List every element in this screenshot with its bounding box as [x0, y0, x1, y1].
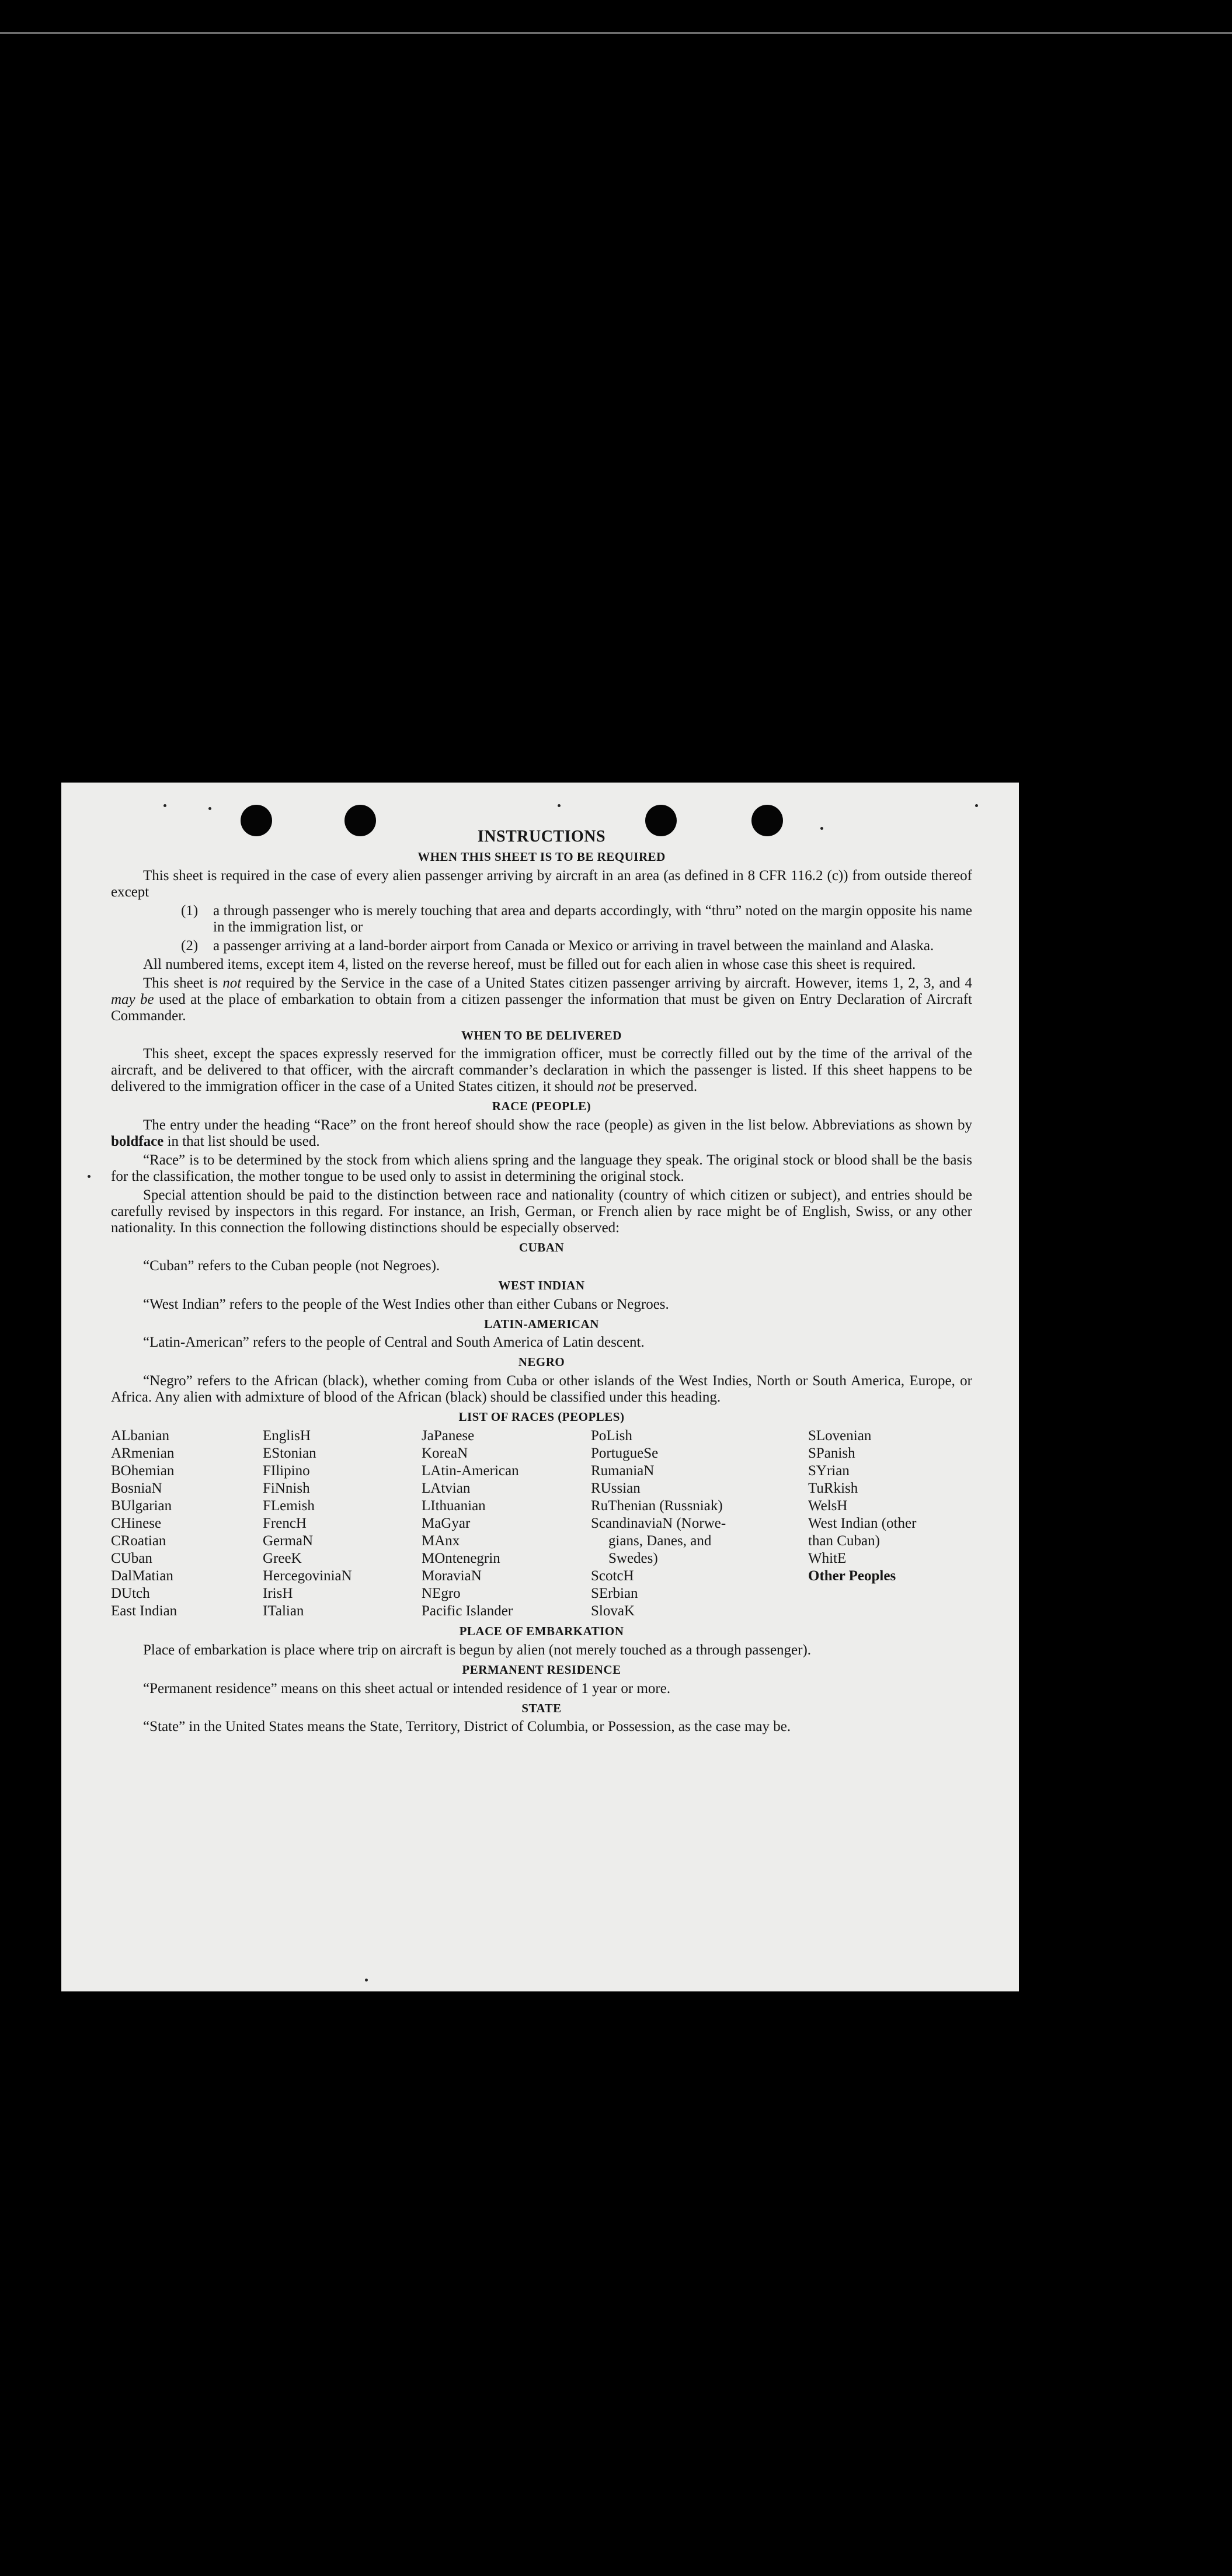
race-entry: MAnx — [422, 1533, 460, 1549]
race-entry: ITalian — [263, 1603, 304, 1619]
race-entry: GreeK — [263, 1551, 302, 1567]
race-text: in that list should be used. — [163, 1133, 320, 1149]
race-entry: MaGyar — [422, 1515, 471, 1532]
race-entry: SLovenian — [808, 1428, 872, 1444]
section-heading-latin-american: LATIN-AMERICAN — [484, 1316, 599, 1331]
race-entry: FLemish — [263, 1498, 315, 1514]
negro-definition: “Negro” refers to the African (black), whether coming from Cuba or other islands of the West Indies, North or South America, Europe, or Africa. Any alien with admixture of blood of the African (black) should be classified under this heading. — [111, 1372, 972, 1405]
race-entry: JaPanese — [422, 1428, 475, 1444]
boldface-word: boldface — [111, 1133, 164, 1149]
section-heading-cuban: CUBAN — [518, 1240, 565, 1254]
races-column — [263, 1427, 422, 1620]
not-required-text: used at the place of embarkation to obtain from a citizen passenger the information that must be given on Entry Declaration of Aircraft Commander. — [111, 991, 973, 1024]
race-entry: WelsH — [808, 1498, 848, 1514]
section-heading-required: WHEN THIS SHEET IS TO BE REQUIRED — [417, 850, 666, 864]
race-text: The entry under the heading “Race” on the front hereof should show the race (people) as given in the list below. Abbreviations as shown by — [143, 1117, 972, 1133]
race-entry: than Cuban) — [808, 1533, 880, 1549]
race-entry: PoLish — [591, 1428, 632, 1444]
race-entry: BOhemian — [111, 1463, 175, 1479]
race-entry: SErbian — [591, 1586, 638, 1602]
scan-speck — [163, 804, 166, 807]
race-entry: EnglisH — [263, 1428, 311, 1444]
exception-number: (2) — [181, 937, 199, 954]
race-entry: RumaniaN — [591, 1463, 655, 1479]
section-heading-negro: NEGRO — [518, 1355, 565, 1369]
numbered-items-paragraph: All numbered items, except item 4, listed on the reverse hereof, must be filled out for each alien in whose case this sheet is required. — [143, 956, 916, 972]
race-entry: IrisH — [263, 1586, 293, 1602]
section-heading-races-list: LIST OF RACES (PEOPLES) — [458, 1409, 625, 1424]
race-entry: Swedes) — [608, 1551, 658, 1567]
race-entry: MoraviaN — [422, 1568, 482, 1584]
scan-speck — [975, 804, 978, 807]
race-entry: PortugueSe — [591, 1445, 659, 1462]
scan-speck — [365, 1979, 368, 1981]
race-entry: LAtin-American — [422, 1463, 519, 1479]
scan-speck — [208, 807, 211, 810]
instructions-content — [111, 828, 972, 1737]
race-entry: LIthuanian — [422, 1498, 486, 1514]
section-heading-west-indian: WEST INDIAN — [498, 1278, 585, 1293]
west-indian-definition: “West Indian” refers to the people of the West Indies other than either Cubans or Negroes. — [143, 1296, 669, 1312]
delivered-text: be preserved. — [615, 1079, 698, 1095]
cuban-definition: “Cuban” refers to the Cuban people (not Negroes). — [143, 1258, 440, 1274]
not-required-text: This sheet is — [143, 975, 223, 991]
scan-speck — [558, 804, 561, 807]
not-required-text: required by the Service in the case of a United States citizen passenger arriving by aircraft. However, items 1, 2, 3, and 4 — [241, 975, 972, 991]
delivered-paragraph — [111, 1046, 972, 1095]
race-entry: ScotcH — [591, 1568, 634, 1584]
races-column — [111, 1427, 263, 1620]
section-heading-residence: PERMANENT RESIDENCE — [462, 1663, 621, 1677]
page-title: INSTRUCTIONS — [477, 828, 606, 846]
races-column — [591, 1427, 808, 1620]
race-entry: CHinese — [111, 1515, 162, 1532]
race-entry: MOntenegrin — [422, 1551, 500, 1567]
required-intro: This sheet is required in the case of every alien passenger arriving by aircraft in an area (as defined in 8 CFR 116.2 (c)) from outside thereof except — [111, 867, 972, 900]
not-required-emphasis: not — [222, 975, 242, 991]
top-scan-rule — [0, 32, 1232, 34]
race-entry: CRoatian — [111, 1533, 166, 1549]
exception-item — [181, 938, 972, 954]
race-entry: FrencH — [263, 1515, 307, 1532]
races-column — [808, 1427, 972, 1620]
delivered-text: This sheet, except the spaces expressly reserved for the immigration officer, must be correctly filled out by the time of the arrival of the aircraft, and be delivered to that officer, with the aircraft commander’s declaration in which the passenger is listed. If this sheet happens to be delivered to the immigration officer in the case of a United States citizen, it should — [111, 1046, 972, 1095]
race-entry: RUssian — [591, 1480, 641, 1497]
race-entry: BUlgarian — [111, 1498, 172, 1514]
section-heading-delivered: WHEN TO BE DELIVERED — [461, 1028, 622, 1042]
embarkation-definition: Place of embarkation is place where trip on aircraft is begun by alien (not merely touched as a through passenger). — [143, 1642, 812, 1658]
race-entry: SlovaK — [591, 1603, 635, 1619]
races-column — [422, 1427, 591, 1620]
race-entry: WhitE — [808, 1551, 847, 1567]
not-emphasis: not — [597, 1079, 616, 1095]
may-be-emphasis: may be — [111, 991, 154, 1007]
race-entry: FIlipino — [263, 1463, 310, 1479]
race-entry: GermaN — [263, 1533, 314, 1549]
race-paragraph: Special attention should be paid to the distinction between race and nationality (country of which citizen or subject), and entries should be carefully revised by inspectors in this regard. For instance, an Irish, German, or French alien by race might be of English, Swiss, or any other nationality. In this connection the following distinctions should be especially observed: — [111, 1187, 972, 1236]
race-entry: Other Peoples — [808, 1568, 896, 1584]
race-entry: gians, Danes, and — [608, 1533, 712, 1549]
race-paragraph — [111, 1117, 972, 1150]
races-list — [111, 1427, 972, 1620]
race-entry: ARmenian — [111, 1445, 175, 1462]
race-paragraph: “Race” is to be determined by the stock from which aliens spring and the language they speak. The original stock or blood shall be the basis for the classification, the mother tongue to be used only to assist in determining the original stock. — [111, 1152, 972, 1184]
race-entry: DalMatian — [111, 1568, 173, 1584]
section-heading-race: RACE (PEOPLE) — [492, 1099, 591, 1114]
residence-definition: “Permanent residence” means on this sheet actual or intended residence of 1 year or more. — [143, 1680, 671, 1697]
race-entry: FiNnish — [263, 1480, 310, 1497]
not-required-paragraph — [111, 975, 972, 1024]
race-entry: BosniaN — [111, 1480, 162, 1497]
exception-text: a passenger arriving at a land-border airport from Canada or Mexico or arriving in travel between the mainland and Alaska. — [213, 937, 934, 954]
race-entry: East Indian — [111, 1603, 178, 1619]
race-entry: Pacific Islander — [422, 1603, 513, 1619]
race-entry: SYrian — [808, 1463, 850, 1479]
section-heading-embarkation: PLACE OF EMBARKATION — [459, 1624, 624, 1639]
race-entry: TuRkish — [808, 1480, 858, 1497]
scan-speck — [88, 1175, 91, 1178]
section-heading-state: STATE — [521, 1701, 562, 1715]
state-definition: “State” in the United States means the State, Territory, District of Columbia, or Possession, as the case may be. — [143, 1719, 791, 1735]
race-entry: RuThenian (Russniak) — [591, 1498, 723, 1514]
exception-text: a through passenger who is merely touching that area and departs accordingly, with “thru” noted on the margin opposite his name in the immigration list, or — [213, 902, 972, 935]
instruction-sheet — [61, 783, 1019, 1991]
race-entry: NEgro — [422, 1586, 461, 1602]
exception-number: (1) — [181, 902, 199, 919]
exception-item — [181, 903, 972, 936]
race-entry: SPanish — [808, 1445, 855, 1462]
race-entry: LAtvian — [422, 1480, 471, 1497]
latin-american-definition: “Latin-American” refers to the people of Central and South America of Latin descent. — [143, 1334, 645, 1351]
race-entry: EStonian — [263, 1445, 316, 1462]
race-entry: DUtch — [111, 1586, 150, 1602]
race-entry: KoreaN — [422, 1445, 468, 1462]
race-entry: ALbanian — [111, 1428, 169, 1444]
race-entry: CUban — [111, 1551, 152, 1567]
race-entry: HercegoviniaN — [263, 1568, 352, 1584]
race-entry: ScandinaviaN (Norwe- — [591, 1515, 726, 1532]
race-entry: West Indian (other — [808, 1515, 917, 1532]
